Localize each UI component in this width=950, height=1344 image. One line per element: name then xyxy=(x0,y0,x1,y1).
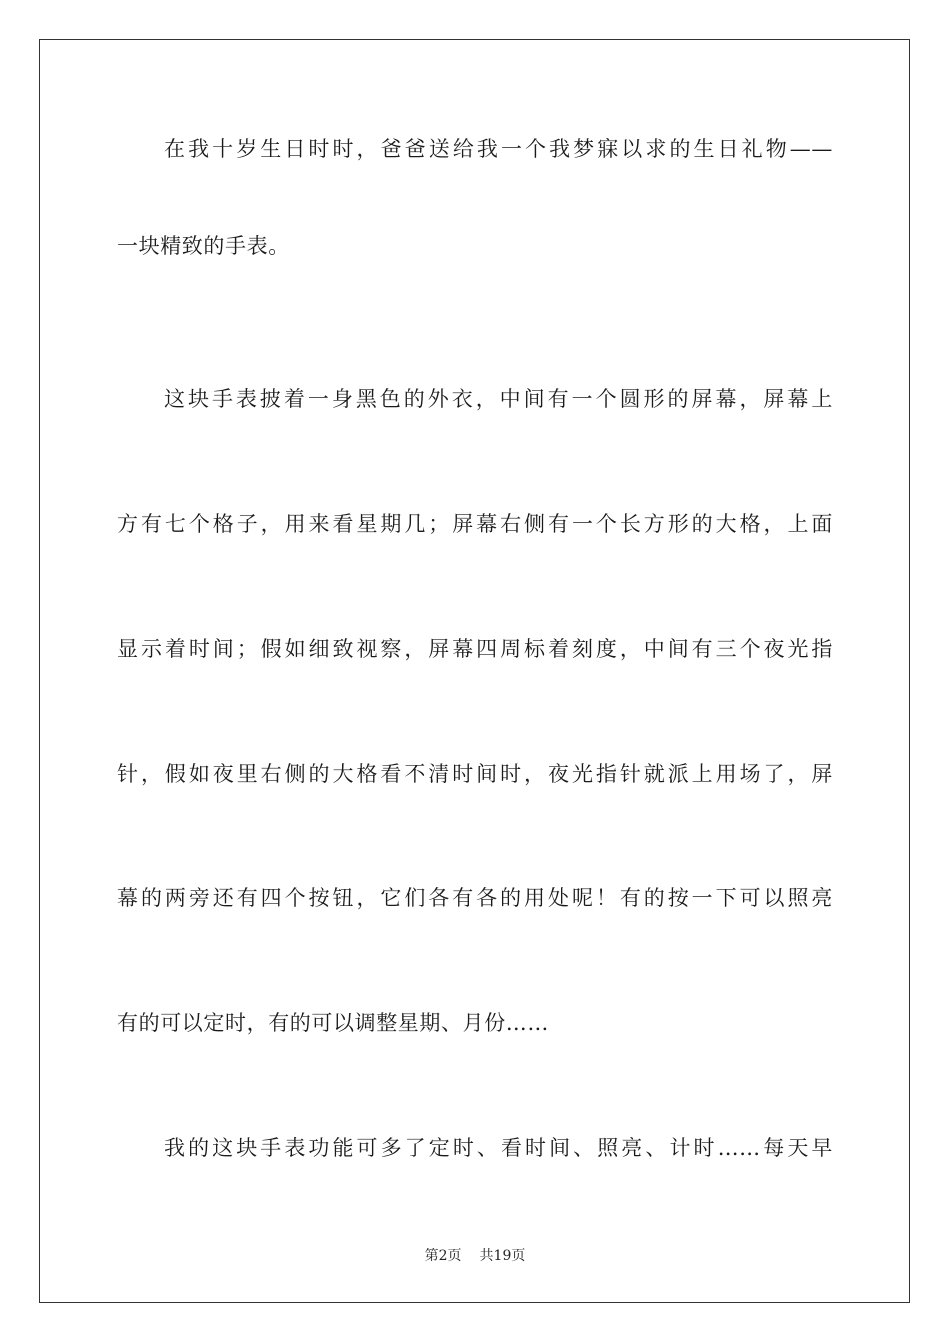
paragraph-2-line-3: 显示着时间；假如细致视察，屏幕四周标着刻度，中间有三个夜光指 xyxy=(117,637,833,661)
paragraph-2-line-6: 有的可以定时，有的可以调整星期、月份…… xyxy=(117,1011,549,1035)
paragraph-1-line-1: 在我十岁生日时时，爸爸送给我一个我梦寐以求的生日礼物—— xyxy=(164,137,833,161)
page-footer xyxy=(0,1246,950,1266)
paragraph-2-line-2: 方有七个格子，用来看星期几；屏幕右侧有一个长方形的大格，上面 xyxy=(117,512,833,536)
paragraph-2-line-1: 这块手表披着一身黑色的外衣，中间有一个圆形的屏幕，屏幕上 xyxy=(164,387,833,411)
page-number: 第2页 xyxy=(424,1248,462,1264)
page-total: 共19页 xyxy=(479,1248,526,1264)
page-border xyxy=(39,39,910,1303)
paragraph-2-line-4: 针，假如夜里右侧的大格看不清时间时，夜光指针就派上用场了，屏 xyxy=(117,762,833,786)
paragraph-1-line-2: 一块精致的手表。 xyxy=(117,234,290,258)
paragraph-3-line-1: 我的这块手表功能可多了定时、看时间、照亮、计时……每天早 xyxy=(164,1136,833,1160)
paragraph-2-line-5: 幕的两旁还有四个按钮，它们各有各的用处呢！有的按一下可以照亮 xyxy=(117,886,833,910)
